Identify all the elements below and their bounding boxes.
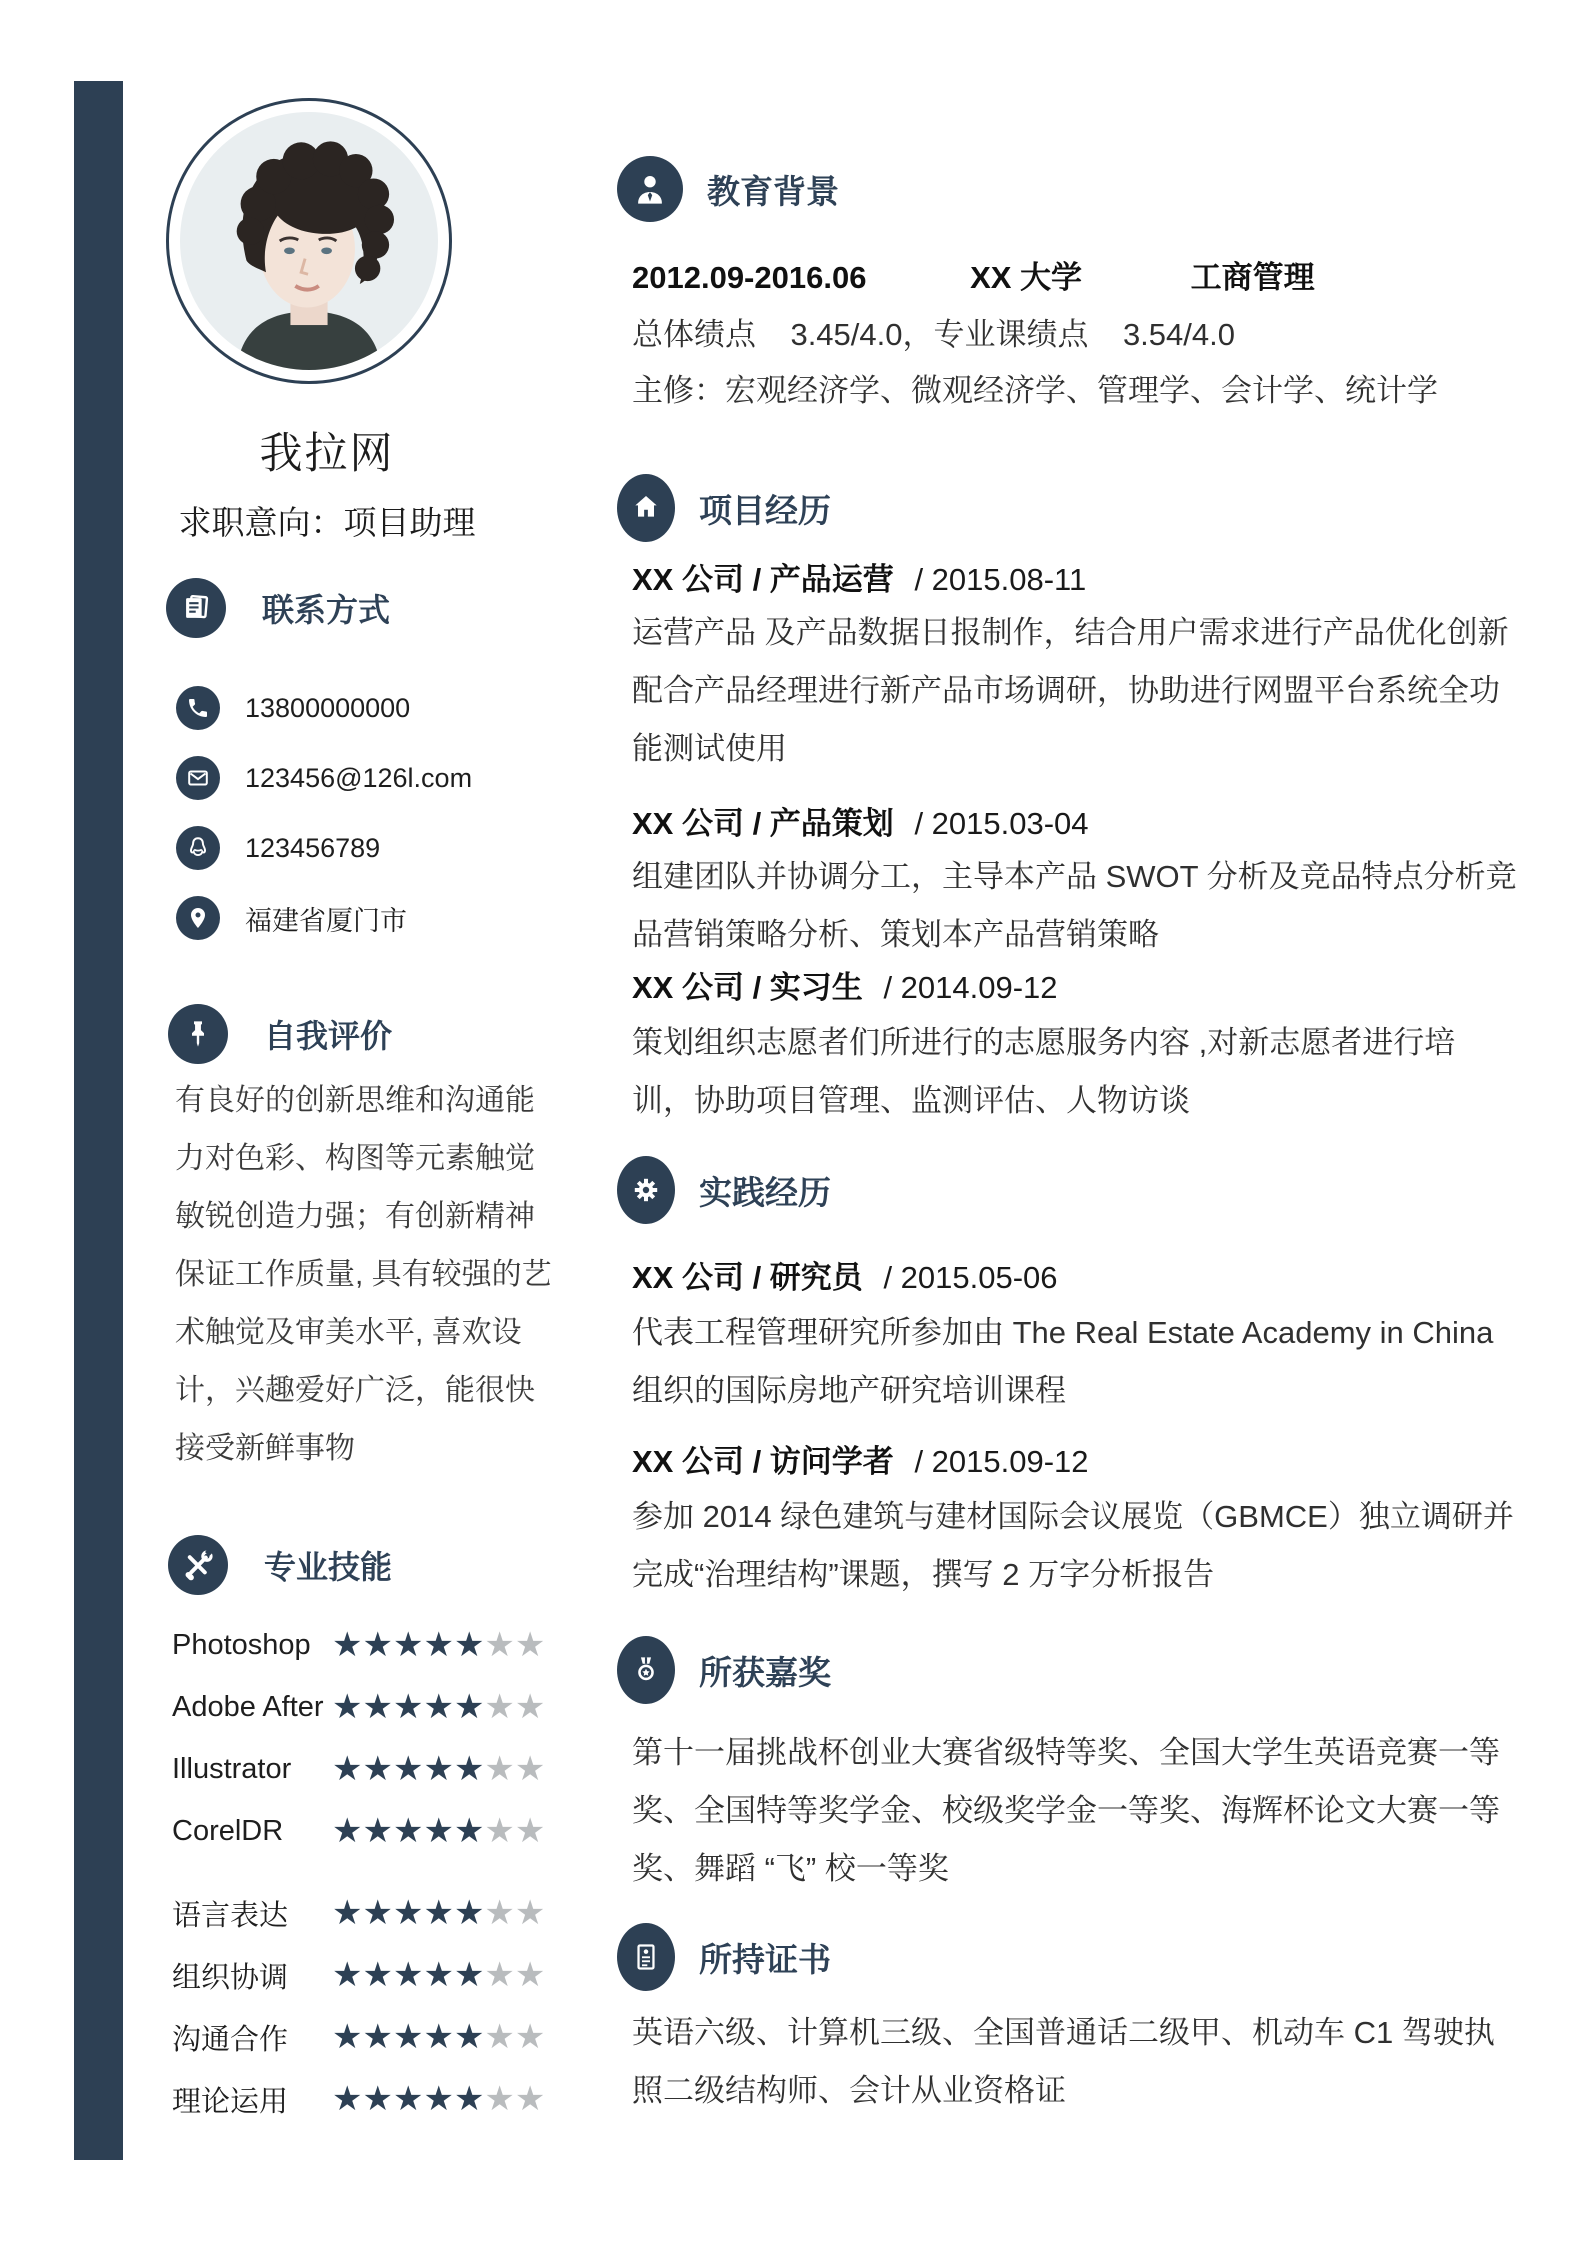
gear-icon bbox=[617, 1156, 675, 1224]
skill-star-rating: ★★★★★★★ bbox=[332, 1750, 546, 1788]
practice-company-role: XX 公司 / 访问学者 bbox=[632, 1444, 894, 1479]
practice-section-title: 实践经历 bbox=[699, 1173, 831, 1211]
skill-row bbox=[172, 1958, 545, 1992]
practice-date: / 2015.09-12 bbox=[914, 1444, 1089, 1479]
education-major: 工商管理 bbox=[1190, 260, 1315, 295]
projects-section-header bbox=[617, 474, 831, 542]
education-gpa-line: 总体绩点 3.45/4.0，专业课绩点 3.54/4.0 bbox=[632, 317, 1235, 352]
projects-section-title: 项目经历 bbox=[699, 491, 831, 529]
practice-entry-title bbox=[632, 1252, 1058, 1297]
awards-section-header bbox=[617, 1636, 831, 1704]
certificates-text: 英语六级、计算机三级、全国普通话二级甲、机动车 C1 驾驶执照二级结构师、会计从业资格证 bbox=[632, 2015, 1495, 2108]
self-evaluation-section-header bbox=[168, 1004, 392, 1064]
qq-number: 123456789 bbox=[245, 832, 381, 863]
certificates-section-header bbox=[617, 1923, 831, 1991]
project-date: / 2015.03-04 bbox=[914, 806, 1089, 841]
email-icon bbox=[176, 756, 220, 800]
phone-icon bbox=[176, 686, 220, 730]
self-evaluation-title: 自我评价 bbox=[264, 1018, 393, 1054]
profile-photo bbox=[166, 98, 452, 384]
education-degree-line bbox=[632, 252, 1315, 297]
skill-row bbox=[172, 1690, 545, 1724]
skill-name: 语言表达 bbox=[172, 1899, 289, 1932]
skill-star-rating: ★★★★★★★ bbox=[332, 1812, 546, 1850]
project-description: 组建团队并协调分工，主导本产品 SWOT 分析及竞品特点分析竞品营销策略分析、策划本产品营销策略 bbox=[632, 859, 1517, 952]
project-company-role: XX 公司 / 产品运营 bbox=[632, 562, 894, 597]
skill-row bbox=[172, 1896, 545, 1930]
practice-company-role: XX 公司 / 研究员 bbox=[632, 1260, 863, 1295]
skills-section-header bbox=[168, 1535, 392, 1595]
skill-star-rating: ★★★★★★★ bbox=[332, 1626, 546, 1664]
candidate-name: 我拉网 bbox=[259, 430, 395, 478]
awards-text: 第十一届挑战杯创业大赛省级特等奖、全国大学生英语竞赛一等奖、全国特等奖学金、校级奖学金一等奖、海辉杯论文大赛一等奖、舞蹈 “飞” 校一等奖 bbox=[632, 1735, 1500, 1886]
education-majors-line: 主修：宏观经济学、微观经济学、管理学、会计学、统计学 bbox=[632, 373, 1438, 408]
phone-number: 13800000000 bbox=[245, 692, 411, 723]
skill-star-rating: ★★★★★★★ bbox=[332, 2080, 546, 2118]
skill-star-rating: ★★★★★★★ bbox=[332, 1956, 546, 1994]
skill-star-rating: ★★★★★★★ bbox=[332, 1894, 546, 1932]
pushpin-icon bbox=[168, 1004, 228, 1064]
project-date: / 2014.09-12 bbox=[883, 970, 1058, 1005]
skill-name: Photoshop bbox=[172, 1628, 311, 1661]
home-icon bbox=[617, 474, 675, 542]
skill-star-rating: ★★★★★★★ bbox=[332, 2018, 546, 2056]
left-accent-bar bbox=[74, 81, 123, 2160]
portrait-illustration bbox=[180, 112, 438, 370]
contact-row-qq bbox=[176, 826, 380, 870]
skill-name: Adobe After bbox=[172, 1690, 324, 1723]
project-entry-title bbox=[632, 554, 1086, 599]
education-section-title: 教育背景 bbox=[707, 172, 839, 210]
person-icon bbox=[617, 156, 683, 222]
skill-name: Illustrator bbox=[172, 1752, 292, 1785]
education-school: XX 大学 bbox=[970, 260, 1083, 295]
tools-icon bbox=[168, 1535, 228, 1595]
qq-icon bbox=[176, 826, 220, 870]
contact-section-header bbox=[166, 578, 390, 638]
self-evaluation-text: 有良好的创新思维和沟通能力对色彩、构图等元素触觉敏锐创造力强；有创新精神保证工作质量, 具有较强的艺术触觉及审美水平, 喜欢设计，兴趣爱好广泛，能很快接受新鲜事物 bbox=[175, 1084, 552, 1465]
contact-row-location bbox=[176, 896, 407, 940]
location-text: 福建省厦门市 bbox=[245, 905, 407, 936]
awards-section-title: 所获嘉奖 bbox=[699, 1653, 831, 1691]
certificates-section-title: 所持证书 bbox=[699, 1940, 831, 1978]
skill-row bbox=[172, 1628, 545, 1662]
practice-description: 代表工程管理研究所参加由 The Real Estate Academy in China 组织的国际房地产研究培训课程 bbox=[632, 1315, 1511, 1408]
email-address: 123456@126l.com bbox=[245, 762, 473, 793]
job-objective: 求职意向：项目助理 bbox=[178, 504, 476, 541]
skill-row bbox=[172, 1814, 545, 1848]
project-entry-title bbox=[632, 962, 1058, 1007]
skills-section-title: 专业技能 bbox=[264, 1549, 393, 1585]
skill-row bbox=[172, 2020, 545, 2054]
practice-date: / 2015.05-06 bbox=[883, 1260, 1058, 1295]
practice-entry-title bbox=[632, 1436, 1089, 1481]
skill-star-rating: ★★★★★★★ bbox=[332, 1688, 546, 1726]
education-date: 2012.09-2016.06 bbox=[632, 260, 867, 295]
contact-row-phone bbox=[176, 686, 410, 730]
project-company-role: XX 公司 / 实习生 bbox=[632, 970, 863, 1005]
project-company-role: XX 公司 / 产品策划 bbox=[632, 806, 894, 841]
skill-name: 组织协调 bbox=[172, 1961, 289, 1994]
skill-name: CorelDR bbox=[172, 1814, 284, 1847]
practice-description: 参加 2014 绿色建筑与建材国际会议展览（GBMCE）独立调研并完成“治理结构”课题，撰写 2 万字分析报告 bbox=[632, 1499, 1514, 1592]
project-date: / 2015.08-11 bbox=[914, 562, 1087, 597]
contact-card-icon bbox=[166, 578, 226, 638]
contact-section-title: 联系方式 bbox=[262, 592, 391, 628]
skill-row bbox=[172, 2082, 545, 2116]
skill-name: 理论运用 bbox=[172, 2085, 289, 2118]
skill-row bbox=[172, 1752, 545, 1786]
project-description: 策划组织志愿者们所进行的志愿服务内容 ,对新志愿者进行培训，协助项目管理、监测评估、人物访谈 bbox=[632, 1025, 1456, 1118]
education-section-header bbox=[617, 156, 839, 222]
project-entry-title bbox=[632, 798, 1089, 843]
certificate-icon bbox=[617, 1923, 675, 1991]
skill-name: 沟通合作 bbox=[172, 2023, 289, 2056]
contact-row-email bbox=[176, 756, 472, 800]
medal-icon bbox=[617, 1636, 675, 1704]
project-description: 运营产品 及产品数据日报制作，结合用户需求进行产品优化创新配合产品经理进行新产品市场调研，协助进行网盟平台系统全功能测试使用 bbox=[632, 615, 1509, 766]
practice-section-header bbox=[617, 1156, 831, 1224]
location-icon bbox=[176, 896, 220, 940]
